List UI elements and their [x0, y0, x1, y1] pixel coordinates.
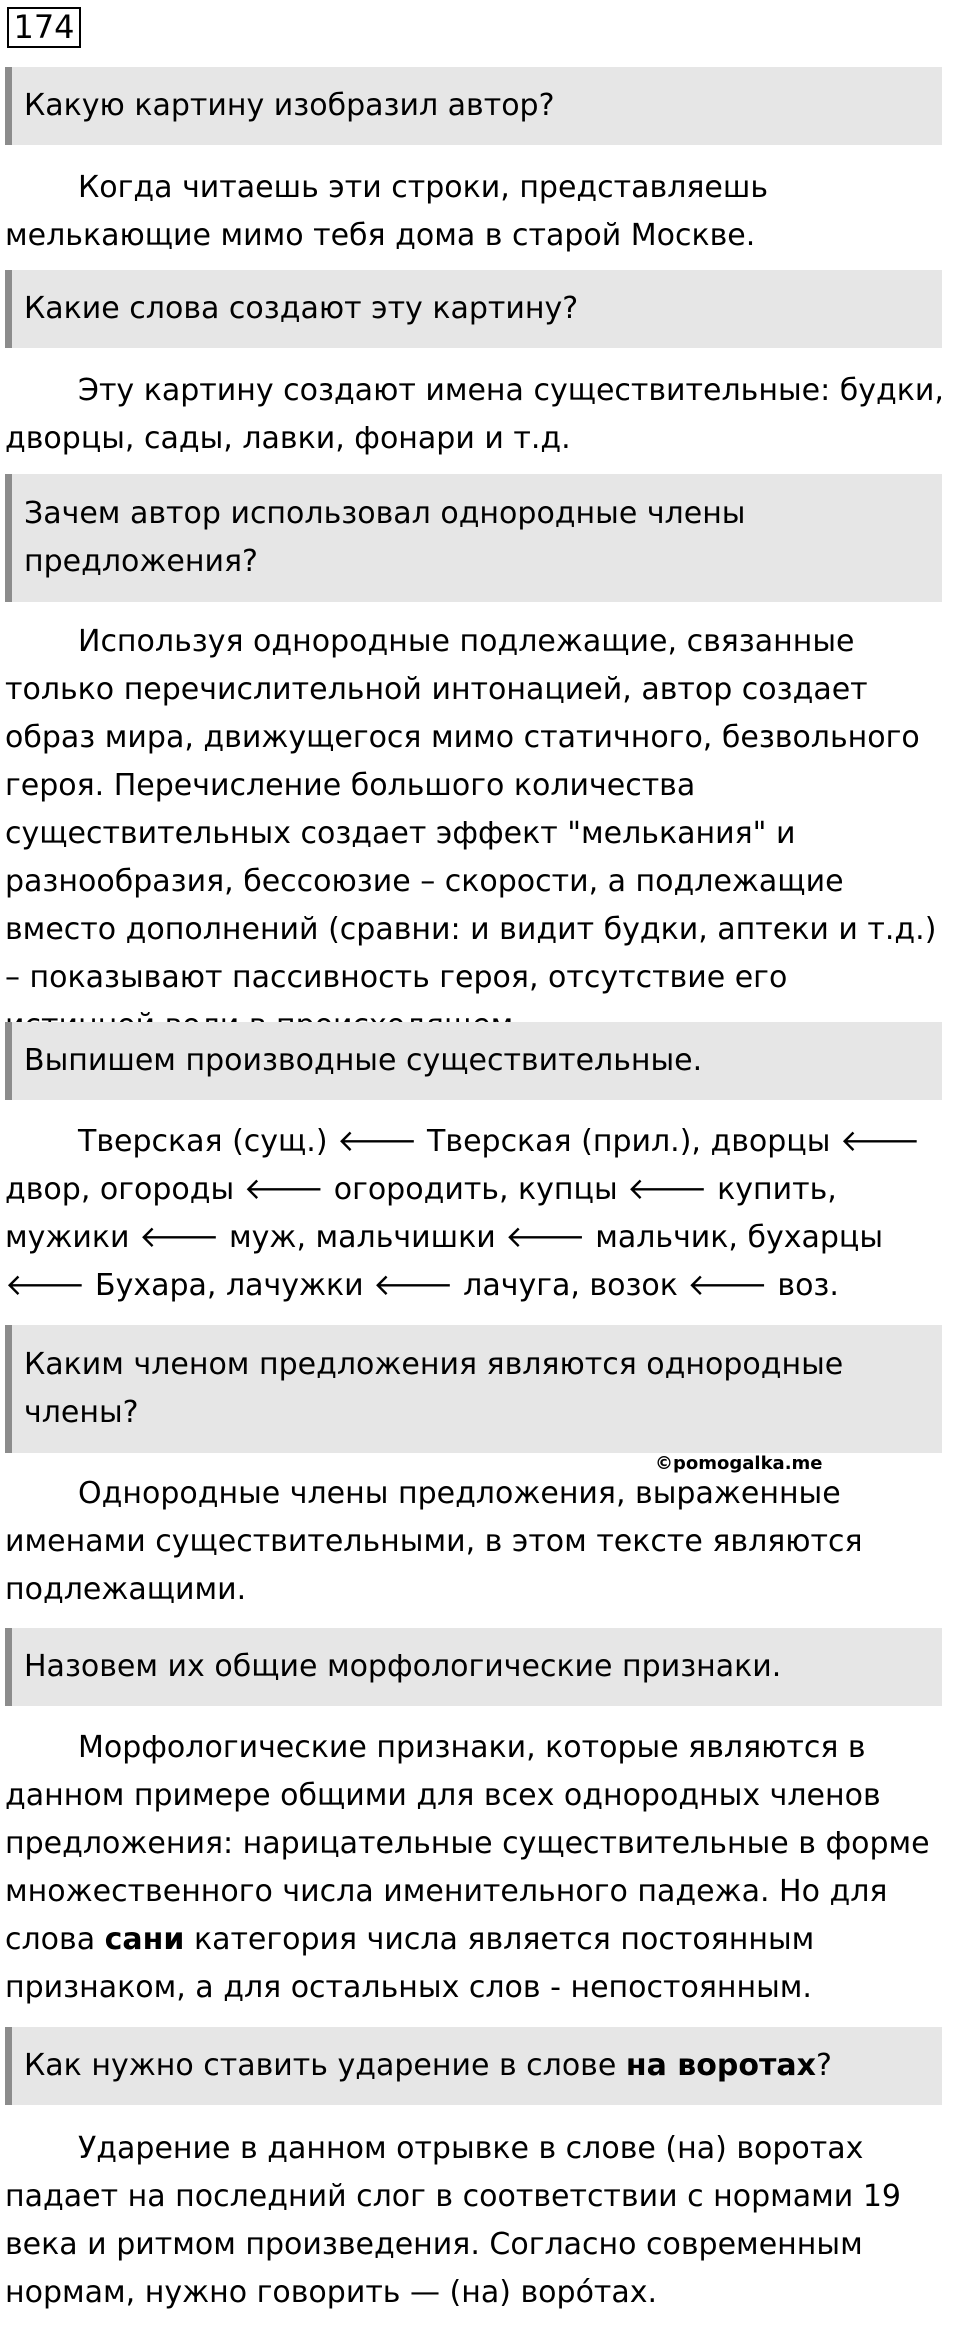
- question-bold-word: на воротах: [625, 2048, 816, 2083]
- answer-text: Эту картину создают имена существительные: будки, дворцы, сады, лавки, фонари и т.д.: [5, 373, 944, 456]
- question-text: [24, 2042, 832, 2090]
- answer-text: Когда читаешь эти строки, представляешь мелькающие мимо тебя дома в старой Москве.: [5, 170, 769, 253]
- question-block: [5, 1325, 942, 1453]
- answer-text: [5, 1724, 945, 2012]
- task-number-box: 174: [7, 7, 81, 48]
- answer-bold-word: сани: [104, 1922, 185, 1957]
- answer-text: Однородные члены предложения, выраженные именами существительными, в этом тексте являются подлежащими.: [5, 1476, 863, 1607]
- answer-text: Ударение в данном отрывке в слове (на) воротах падает на последний слог в соответствии с нормами 19 века и ритмом произведения. Согласно современным нормам, нужно говорить — (на) воро́тах.: [5, 2131, 902, 2310]
- question-block: [5, 474, 942, 602]
- answer-text-part: Морфологические признаки, которые являются в данном примере общими для всех однородных членов предложения: нарицательные существительные в форме множественного числа именительного падежа. Но для слова: [5, 1730, 930, 1957]
- question-block: [5, 270, 942, 348]
- question-text: Выпишем производные существительные.: [24, 1043, 703, 1078]
- answer-text-part: категория числа является постоянным признаком, а для остальных слов - непостоянным.: [5, 1922, 815, 2005]
- question-text: Назовем их общие морфологические признаки.: [24, 1649, 782, 1684]
- question-text: Каким членом предложения являются однородные члены?: [24, 1347, 844, 1430]
- answer-text: Используя однородные подлежащие, связанные только перечислительной интонацией, автор создает образ мира, движущегося мимо статичного, безвольного героя. Перечисление большого количества существительных создает эффект "мелькания" и разнообразия, бессоюзие – скорости, а подлежащие вместо дополнений (сравни: и видит будки, аптеки и т.д.) – показывают пассивность героя, отсутствие его: [5, 624, 937, 995]
- question-block: [5, 2027, 942, 2105]
- question-text-part: Как нужно ставить ударение в слове: [24, 2048, 626, 2083]
- watermark: ©pomogalka.me: [655, 1453, 823, 1474]
- question-text: Какие слова создают эту картину?: [24, 291, 579, 326]
- question-text: Зачем автор использовал однородные члены предложения?: [24, 496, 746, 579]
- answer-text: Тверская (сущ.) 🡐 Тверская (прил.), дворцы 🡐 двор, огороды 🡐 огородить, купцы 🡐 купить, мужики 🡐 муж, мальчишки 🡐 мальчик, бухарцы 🡐 Бухара, лачужки 🡐 лачуга, возок 🡐 воз.: [5, 1124, 921, 1303]
- question-block: [5, 67, 942, 145]
- question-block: [5, 1628, 942, 1706]
- question-text-part: ?: [815, 2048, 832, 2083]
- question-text: Какую картину изобразил автор?: [24, 88, 555, 123]
- question-block: [5, 1022, 942, 1100]
